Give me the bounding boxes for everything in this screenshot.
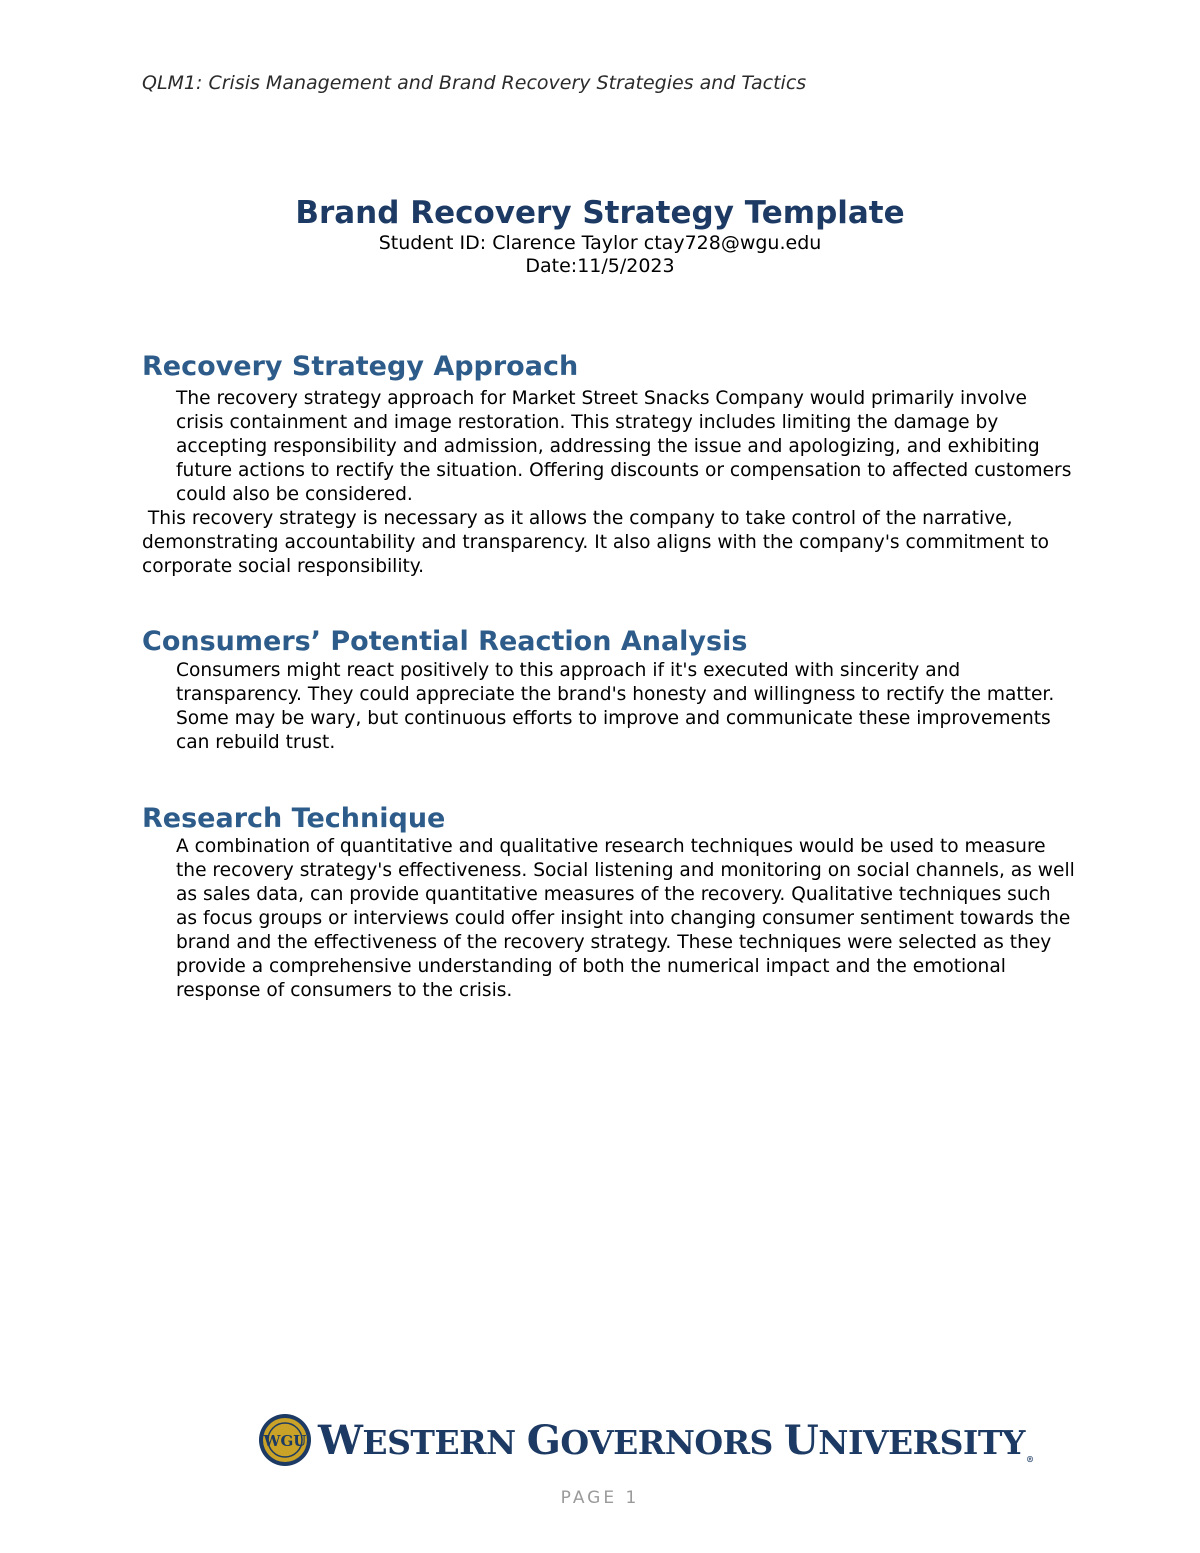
running-header: QLM1: Crisis Management and Brand Recovery Strategies and Tactics: [142, 72, 807, 94]
date-line: Date:11/5/2023: [525, 255, 675, 277]
title-block: [0, 194, 1200, 278]
wgu-logo: [258, 1412, 1033, 1468]
document-title: Brand Recovery Strategy Template: [295, 195, 905, 231]
page-number: PAGE 1: [560, 1488, 640, 1508]
section-paragraph: Consumers might react positively to this approach if it's executed with sincerity and transparency. They could appreciate the brand's honesty and willingness to rectify the matter. Some may be wary, but continuous efforts to improve and communicate these improvements can rebuild trust.: [176, 660, 1055, 753]
student-id-line: Student ID: Clarence Taylor ctay728@wgu.edu: [378, 232, 822, 254]
section-paragraph: The recovery strategy approach for Market Street Snacks Company would primarily involve crisis containment and image restoration. This strategy includes limiting the damage by accepting responsibility and admission, addressing the issue and apologizing, and exhibiting future actions to rectify the situation. Offering discounts or compensation to affected customers could also be considered.: [176, 388, 1072, 505]
section-heading-consumer-reaction: Consumers’ Potential Reaction Analysis: [142, 626, 748, 657]
svg-text:WGU: WGU: [263, 1432, 307, 1450]
section-paragraph: A combination of quantitative and qualitative research techniques would be used to measure the recovery strategy's effectiveness. Social listening and monitoring on social channels, as well as sales data, can provide quantitative measures of the recovery. Qualitative techniques such as focus groups or interviews could offer insight into changing consumer sentiment towards the brand and the effectiveness of the recovery strategy. These techniques were selected as they provide a comprehensive understanding of both the numerical impact and the emotional response of consumers to the crisis.: [176, 836, 1075, 1001]
university-wordmark: WESTERN GOVERNORS UNIVERSITY®: [318, 1416, 1034, 1464]
university-seal-icon: [258, 1413, 312, 1467]
section-heading-research-technique: Research Technique: [142, 803, 446, 834]
section-paragraph: This recovery strategy is necessary as it allows the company to take control of the narrative, demonstrating accountability and transparency. It also aligns with the company's commitment to corporate social responsibility.: [142, 508, 1055, 577]
section-heading-recovery-strategy: Recovery Strategy Approach: [142, 351, 579, 382]
